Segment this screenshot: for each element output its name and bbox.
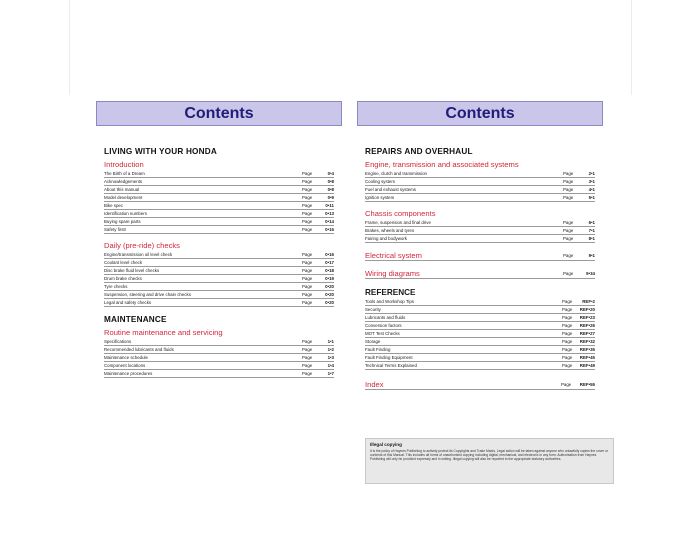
toc-entry-page-word: Page <box>302 187 313 192</box>
toc-entry-page-number: REF•45 <box>579 355 595 360</box>
group-title-routine: Routine maintenance and servicing <box>104 328 223 337</box>
toc-entry <box>365 322 595 330</box>
right-contents-banner: Contents <box>357 101 603 126</box>
toc-entry <box>365 306 595 314</box>
toc-entry-label: Tyre checks <box>104 284 128 289</box>
left-page-content <box>104 147 334 378</box>
toc-entry <box>104 178 334 186</box>
electrical-system-label: Electrical system <box>365 251 422 260</box>
section-title-repairs: REPAIRS AND OVERHAUL <box>365 147 473 156</box>
page-edge-right <box>631 0 632 95</box>
engine-list <box>365 170 595 202</box>
toc-entry-label: Technical Terms Explained <box>365 363 417 368</box>
toc-entry-label: Engine/transmission oil level check <box>104 252 173 257</box>
toc-entry-page-number: 0•8 <box>327 187 334 192</box>
toc-entry-label: Recommended lubricants and fluids <box>104 347 174 352</box>
toc-entry-label: About this manual <box>104 187 140 192</box>
toc-entry-label: Engine, clutch and transmission <box>365 171 427 176</box>
toc-entry-label: Fairing and bodywork <box>365 236 407 241</box>
toc-entry-label: Fault Finding Equipment <box>365 355 413 360</box>
toc-entry-label: MOT Test Checks <box>365 331 400 336</box>
toc-entry-label: Cooling system <box>365 179 396 184</box>
toc-entry <box>104 291 334 299</box>
index-label: Index <box>365 380 384 389</box>
toc-entry-page-number: 0•18 <box>325 268 334 273</box>
group-title-engine: Engine, transmission and associated systems <box>365 160 519 169</box>
toc-entry-label: Maintenance schedule <box>104 355 148 360</box>
wiring-diagrams-label: Wiring diagrams <box>365 269 420 278</box>
toc-entry-page-word: Page <box>562 363 573 368</box>
electrical-page-word: Page <box>563 253 574 258</box>
toc-entry <box>365 194 595 202</box>
toc-entry-page-number: 0•20 <box>325 284 334 289</box>
group-title-chassis: Chassis components <box>365 209 436 218</box>
toc-entry-label: Buying spare parts <box>104 219 141 224</box>
toc-entry-page-word: Page <box>302 219 313 224</box>
toc-entry-page-number: REF•2 <box>582 299 595 304</box>
toc-entry <box>104 259 334 267</box>
section-title-reference: REFERENCE <box>365 288 416 297</box>
toc-entry-label: Specifications <box>104 339 132 344</box>
toc-entry-label: Conversion factors <box>365 323 402 328</box>
toc-entry-page-word: Page <box>563 195 574 200</box>
toc-entry-page-number: REF•27 <box>579 331 595 336</box>
group-title-introduction: Introduction <box>104 160 144 169</box>
toc-entry-page-number: 7•1 <box>588 228 595 233</box>
toc-entry <box>104 370 334 378</box>
toc-entry-page-number: 0•8 <box>327 179 334 184</box>
toc-entry <box>365 227 595 235</box>
toc-entry <box>104 338 334 346</box>
toc-entry-page-word: Page <box>302 363 313 368</box>
section-title-maintenance: MAINTENANCE <box>104 315 167 324</box>
toc-entry-page-word: Page <box>302 203 313 208</box>
daily-checks-list <box>104 251 334 307</box>
toc-entry-page-number: 0•16 <box>325 252 334 257</box>
illegal-copying-box <box>365 438 614 484</box>
toc-entry-page-word: Page <box>302 171 313 176</box>
toc-entry-page-word: Page <box>302 211 313 216</box>
wiring-page-word: Page <box>563 271 574 276</box>
toc-entry <box>104 299 334 307</box>
toc-entry-label: Drum brake checks <box>104 276 142 281</box>
toc-entry <box>104 170 334 178</box>
toc-entry-page-number: 8•1 <box>588 236 595 241</box>
toc-entry-label: Coolant level check <box>104 260 143 265</box>
toc-entry-page-number: 0•15 <box>325 227 334 232</box>
toc-entry-label: Frame, suspension and final drive <box>365 220 431 225</box>
index-page-number: REF•55 <box>579 382 595 387</box>
toc-entry-page-number: 3•1 <box>588 179 595 184</box>
toc-entry <box>365 219 595 227</box>
toc-entry-page-word: Page <box>562 299 573 304</box>
toc-entry-page-word: Page <box>302 179 313 184</box>
toc-entry-page-word: Page <box>302 300 313 305</box>
toc-entry-label: Lubricants and fluids <box>365 315 406 320</box>
toc-entry <box>104 251 334 259</box>
wiring-page-number: 9•34 <box>586 271 595 276</box>
toc-entry-page-number: 0•20 <box>325 300 334 305</box>
toc-entry <box>104 218 334 226</box>
left-contents-banner: Contents <box>96 101 342 126</box>
toc-entry <box>365 186 595 194</box>
toc-entry-page-word: Page <box>302 355 313 360</box>
toc-entry-page-number: 1•3 <box>327 355 334 360</box>
toc-entry <box>104 283 334 291</box>
toc-entry-page-number: 0•14 <box>325 219 334 224</box>
illegal-copying-title: Illegal copying <box>370 442 402 447</box>
toc-entry-page-number: 4•1 <box>588 187 595 192</box>
toc-entry-page-number: 1•1 <box>327 339 334 344</box>
chassis-list <box>365 219 595 243</box>
page-edge-left <box>69 0 70 95</box>
illegal-copying-text: It is the policy of Haynes Publishing to actively protect its Copyrights and Trade Marks. Legal action will be taken against anyone who unlawfully copies the cover or contents of this Manual. This includes all forms of unauthorised copying including digital, mechanical, and electronic in any form. Authorisation from Haynes Publishing will only be provided expressly and in writing. Illegal copying will also be reported to the appropriate statutory authorities. <box>370 449 609 461</box>
toc-entry-page-word: Page <box>562 331 573 336</box>
toc-entry-page-word: Page <box>302 252 313 257</box>
toc-entry <box>365 346 595 354</box>
reference-list <box>365 298 595 370</box>
toc-entry-page-number: 2•1 <box>588 171 595 176</box>
toc-entry-label: Bike spec <box>104 203 124 208</box>
toc-entry-label: Identification numbers <box>104 211 147 216</box>
toc-entry <box>104 275 334 283</box>
toc-entry-label: Brakes, wheels and tyres <box>365 228 415 233</box>
toc-entry <box>104 362 334 370</box>
toc-entry-page-number: REF•32 <box>579 339 595 344</box>
toc-entry-page-word: Page <box>562 307 573 312</box>
toc-entry-label: Fuel and exhaust systems <box>365 187 417 192</box>
toc-entry-page-number: REF•23 <box>579 315 595 320</box>
left-page <box>96 101 342 401</box>
toc-entry-page-word: Page <box>302 339 313 344</box>
toc-entry-label: Ignition system <box>365 195 395 200</box>
toc-entry-page-number: 5•1 <box>588 195 595 200</box>
toc-entry <box>104 267 334 275</box>
section-title-living: LIVING WITH YOUR HONDA <box>104 147 217 156</box>
toc-entry-page-number: REF•26 <box>579 323 595 328</box>
toc-entry-page-word: Page <box>562 323 573 328</box>
toc-entry <box>104 186 334 194</box>
toc-entry-page-word: Page <box>562 315 573 320</box>
toc-entry <box>104 226 334 234</box>
toc-entry-page-word: Page <box>302 268 313 273</box>
toc-entry-label: Suspension, steering and drive chain checks <box>104 292 191 297</box>
toc-entry-page-number: 1•4 <box>327 363 334 368</box>
toc-entry-page-number: 0•20 <box>325 292 334 297</box>
toc-entry-page-word: Page <box>302 195 313 200</box>
introduction-list <box>104 170 334 234</box>
toc-entry-label: Disc brake fluid level checks <box>104 268 160 273</box>
group-title-daily-checks: Daily (pre-ride) checks <box>104 241 180 250</box>
toc-entry-page-number: 0•19 <box>325 276 334 281</box>
toc-entry <box>104 194 334 202</box>
routine-maintenance-list <box>104 338 334 378</box>
toc-entry <box>365 170 595 178</box>
toc-entry-label: The Birth of a Dream <box>104 171 145 176</box>
toc-entry-page-number: REF•20 <box>579 307 595 312</box>
toc-entry-page-word: Page <box>562 339 573 344</box>
toc-entry-label: Safety first! <box>104 227 126 232</box>
toc-entry-page-number: REF•49 <box>579 363 595 368</box>
toc-entry-page-number: 6•1 <box>588 220 595 225</box>
index-page-word: Page <box>561 382 572 387</box>
toc-entry-page-word: Page <box>302 347 313 352</box>
toc-entry-page-word: Page <box>302 276 313 281</box>
electrical-page-number: 9•1 <box>588 253 595 258</box>
toc-entry <box>365 235 595 243</box>
toc-entry-page-number: 0•4 <box>327 171 334 176</box>
toc-entry-page-word: Page <box>563 187 574 192</box>
toc-entry-page-word: Page <box>562 355 573 360</box>
toc-entry <box>365 314 595 322</box>
toc-entry-page-word: Page <box>563 220 574 225</box>
toc-entry-page-word: Page <box>302 260 313 265</box>
right-page <box>357 101 603 401</box>
toc-entry-label: Fault Finding <box>365 347 391 352</box>
toc-entry-label: Component locations <box>104 363 146 368</box>
toc-entry-page-word: Page <box>563 179 574 184</box>
toc-entry-label: Tools and Workshop Tips <box>365 299 414 304</box>
toc-entry-page-number: 0•9 <box>327 195 334 200</box>
toc-entry <box>365 178 595 186</box>
toc-entry-page-word: Page <box>302 284 313 289</box>
toc-entry <box>104 210 334 218</box>
toc-entry <box>365 338 595 346</box>
electrical-system-row <box>365 249 595 261</box>
toc-entry-page-word: Page <box>302 292 313 297</box>
toc-entry-page-number: 0•11 <box>325 203 334 208</box>
toc-entry-page-word: Page <box>563 171 574 176</box>
toc-entry-page-word: Page <box>562 347 573 352</box>
toc-entry <box>104 202 334 210</box>
index-row <box>365 378 595 390</box>
toc-entry-page-number: REF•35 <box>579 347 595 352</box>
toc-entry-label: Legal and safety checks <box>104 300 152 305</box>
toc-entry-page-word: Page <box>563 236 574 241</box>
toc-entry-label: Model development <box>104 195 143 200</box>
toc-entry-page-number: 0•17 <box>325 260 334 265</box>
toc-entry <box>104 354 334 362</box>
toc-entry-page-word: Page <box>563 228 574 233</box>
toc-entry-label: Maintenance procedures <box>104 371 153 376</box>
toc-entry <box>365 330 595 338</box>
toc-entry <box>365 298 595 306</box>
toc-entry <box>365 354 595 362</box>
right-page-content <box>365 147 595 390</box>
toc-entry-label: Storage <box>365 339 381 344</box>
toc-entry-page-word: Page <box>302 227 313 232</box>
toc-entry <box>104 346 334 354</box>
toc-entry-label: Security <box>365 307 381 312</box>
wiring-diagrams-row <box>365 267 595 279</box>
toc-entry-page-word: Page <box>302 371 313 376</box>
toc-entry-page-number: 0•13 <box>325 211 334 216</box>
toc-entry <box>365 362 595 370</box>
toc-entry-page-number: 1•7 <box>327 371 334 376</box>
toc-entry-page-number: 1•2 <box>327 347 334 352</box>
toc-entry-label: Acknowledgements <box>104 179 143 184</box>
